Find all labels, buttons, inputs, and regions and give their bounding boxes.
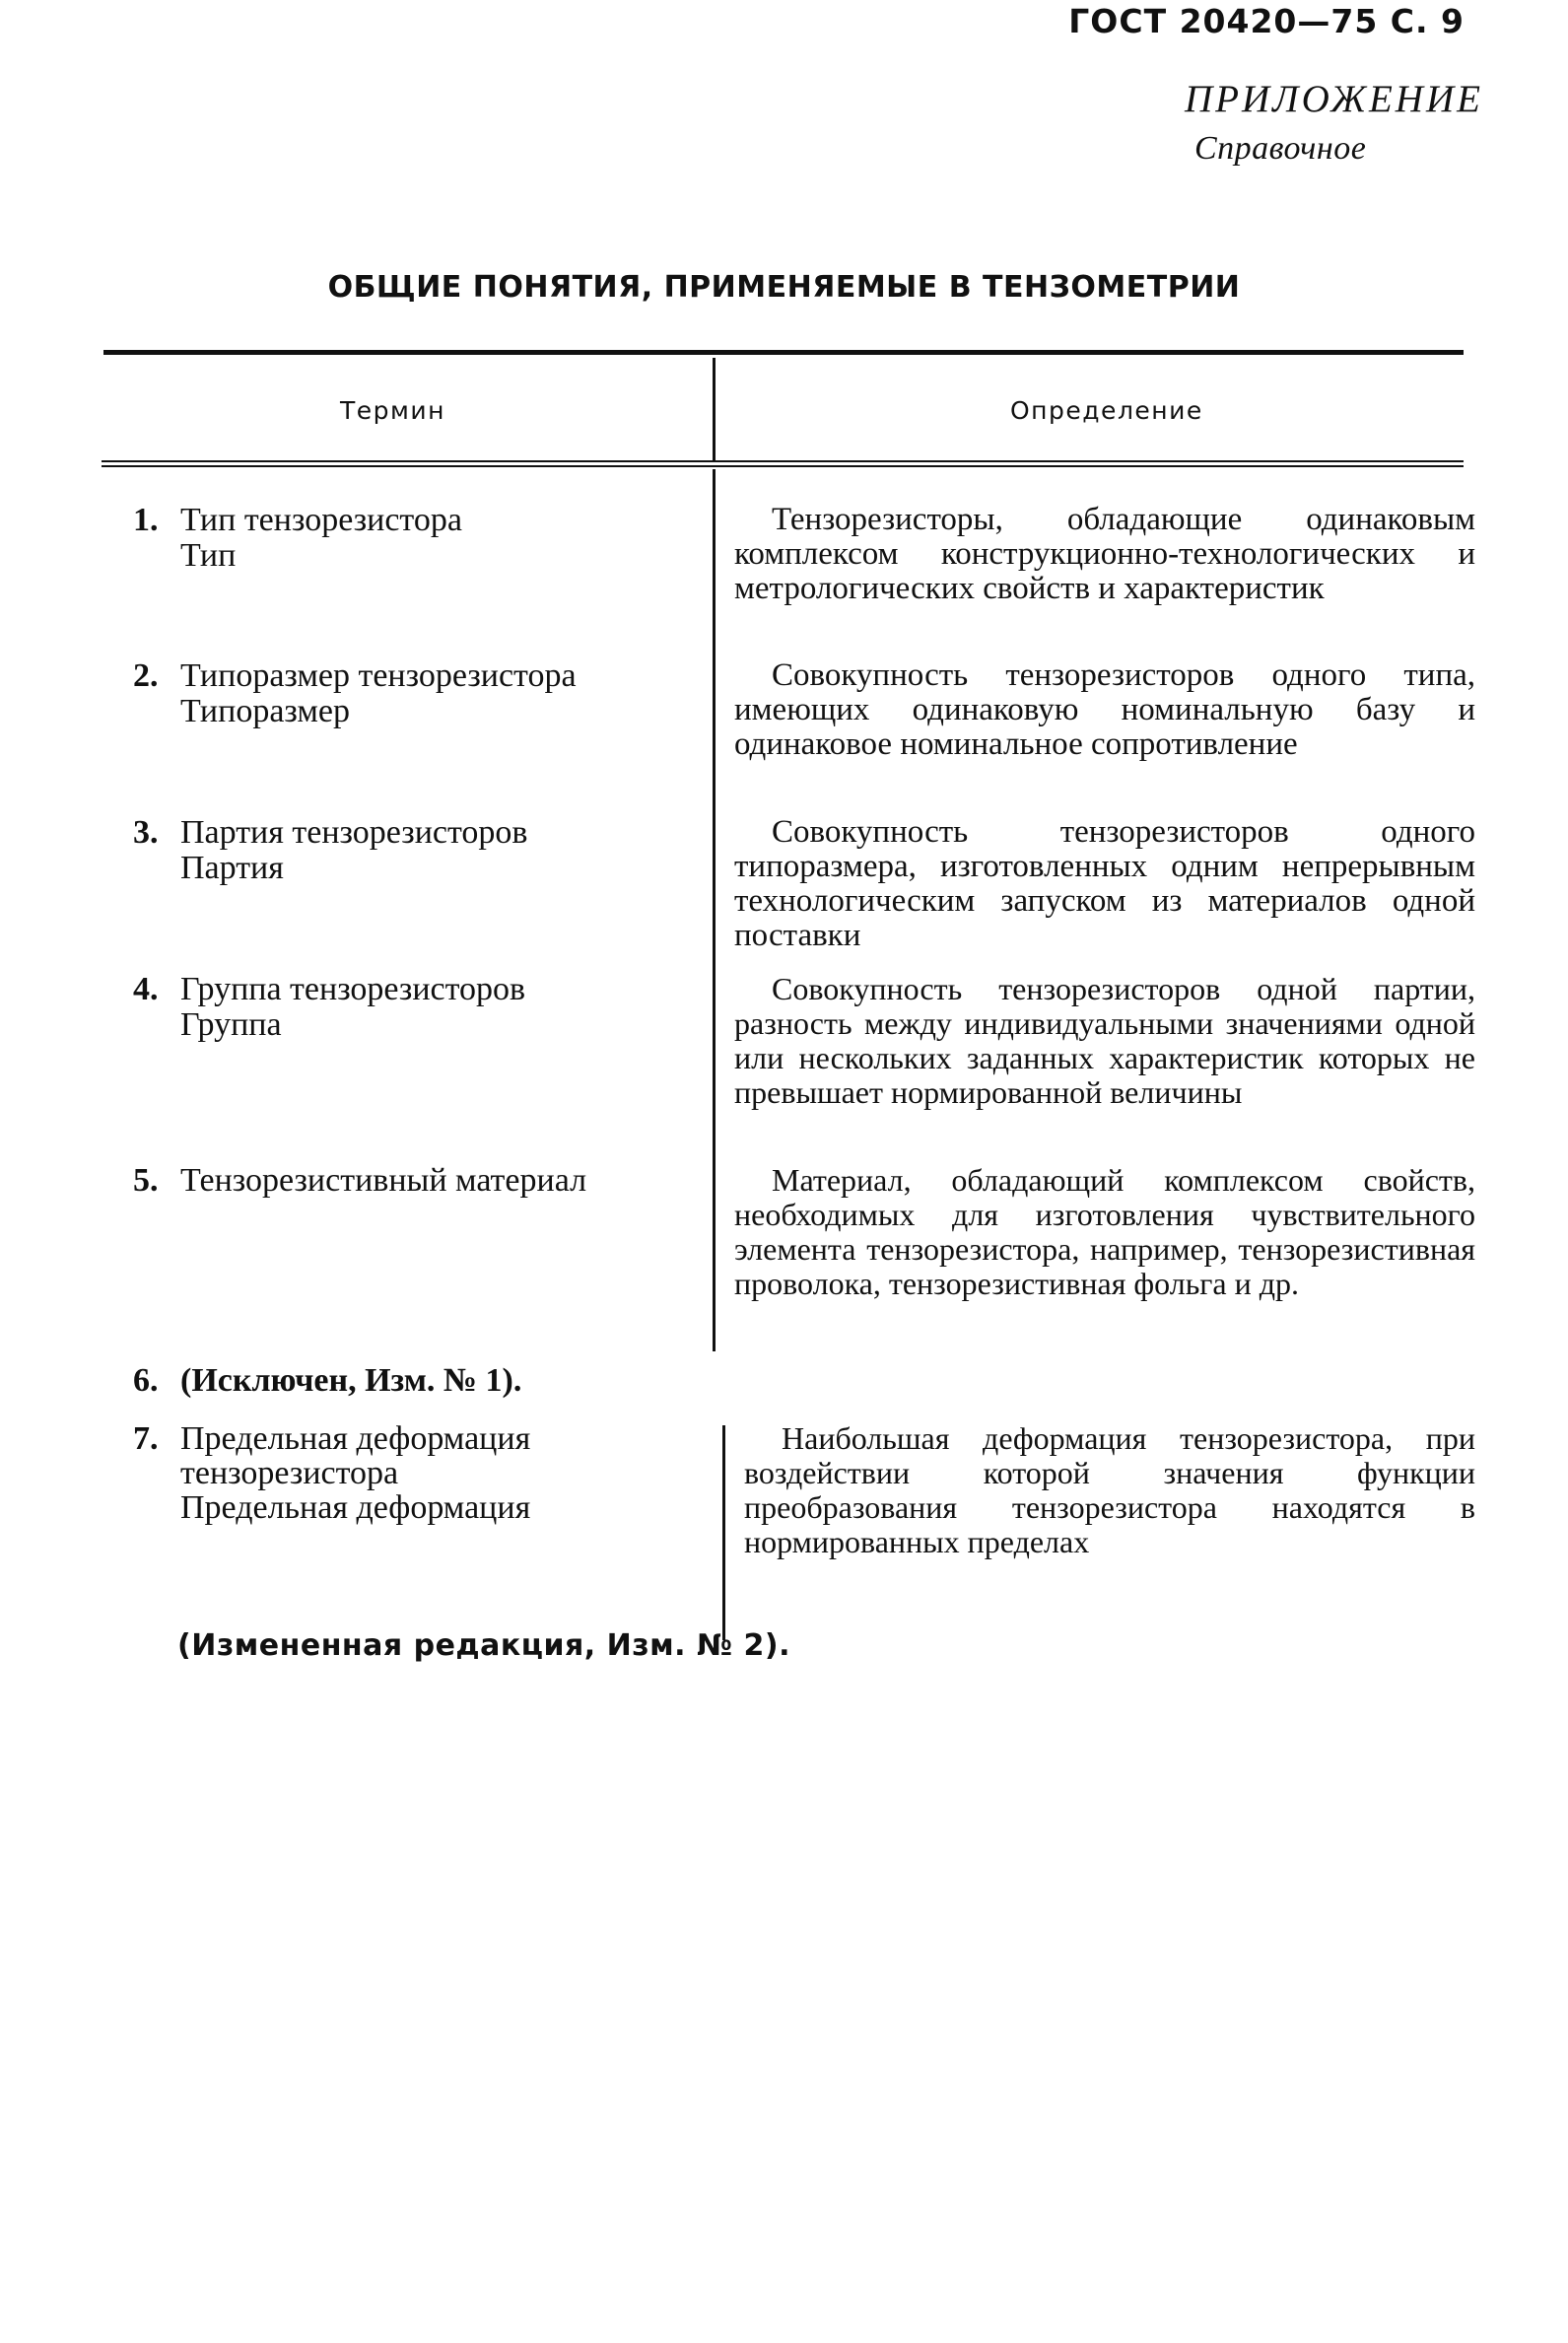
term-short-name: Партия — [180, 850, 284, 886]
document-title: ОБЩИЕ ПОНЯТИЯ, ПРИМЕНЯЕМЫЕ В ТЕНЗОМЕТРИИ — [327, 270, 1241, 305]
column-header-term: Термин — [340, 396, 445, 425]
term-number: 6. — [133, 1362, 159, 1399]
table-row-definition: Материал, обладающий комплексом свойств, необходимых для изготовления чувствительного элемента тензорезистора, например, тензорезистивная проволока, тензорезистивная фольга и др. — [734, 1162, 1475, 1301]
table-row-definition: Тензорезисторы, обладающие одинаковым комплексом конструкционно-технологических и метрологических свойств и характеристик — [734, 502, 1475, 606]
table-row-term — [133, 658, 665, 729]
table-row-term — [133, 972, 665, 1043]
table-header-rule — [102, 460, 1464, 467]
page-header: ГОСТ 20420—75 С. 9 — [1068, 2, 1465, 40]
table-row-definition: Наибольшая деформация тензорезистора, при воздействии которой значения функции преобразования тензорезистора находятся в нормированных пределах — [744, 1420, 1475, 1559]
appendix-title: ПРИЛОЖЕНИЕ — [1185, 78, 1483, 120]
term-short-name: Группа — [180, 1006, 282, 1043]
term-short-name: Тип — [180, 537, 237, 574]
column-divider — [713, 358, 716, 461]
term-name: Типоразмер тензорезистора — [180, 657, 577, 694]
term-short-name: Типоразмер — [180, 693, 350, 729]
term-number: 2. — [133, 657, 159, 694]
table-row-definition: Совокупность тензорезисторов одной партии, разность между индивидуальными значениями одной или нескольких заданных характеристик которых не превышает нормированной величины — [734, 971, 1475, 1110]
table-row-term — [133, 1163, 665, 1199]
term-number: 1. — [133, 502, 159, 538]
term-number: 4. — [133, 971, 159, 1007]
column-header-definition: Определение — [1010, 396, 1203, 425]
amendment-note: (Измененная редакция, Изм. № 2). — [177, 1628, 791, 1663]
term-name: Группа тензорезисторов — [180, 971, 526, 1007]
table-row-definition: Совокупность тензорезисторов одного типа, имеющих одинаковую номинальную базу и одинаковое номинальное сопротивление — [734, 657, 1475, 762]
term-name: Тип тензорезистора — [180, 502, 462, 538]
table-row-term — [133, 1421, 665, 1525]
column-divider — [722, 1425, 725, 1640]
appendix-subtitle: Справочное — [1194, 130, 1367, 167]
term-name: Партия тензорезисторов — [180, 814, 528, 851]
column-divider — [713, 469, 716, 1351]
table-row-excluded — [133, 1362, 521, 1400]
table-row-term — [133, 815, 665, 886]
term-number: 3. — [133, 814, 159, 851]
term-name: Предельная деформация тензорезистора — [180, 1420, 531, 1491]
term-number: 7. — [133, 1420, 159, 1457]
table-top-rule — [103, 350, 1464, 355]
term-short-name: Предельная деформация — [180, 1489, 531, 1526]
term-name: Тензорезистивный материал — [180, 1162, 587, 1199]
table-row-definition: Совокупность тензорезисторов одного типоразмера, изготовленных одним непрерывным технологическим запуском из материалов одной поставки — [734, 814, 1475, 953]
table-row-term — [133, 503, 665, 574]
term-name: (Исключен, Изм. № 1). — [180, 1362, 522, 1399]
term-number: 5. — [133, 1162, 159, 1199]
